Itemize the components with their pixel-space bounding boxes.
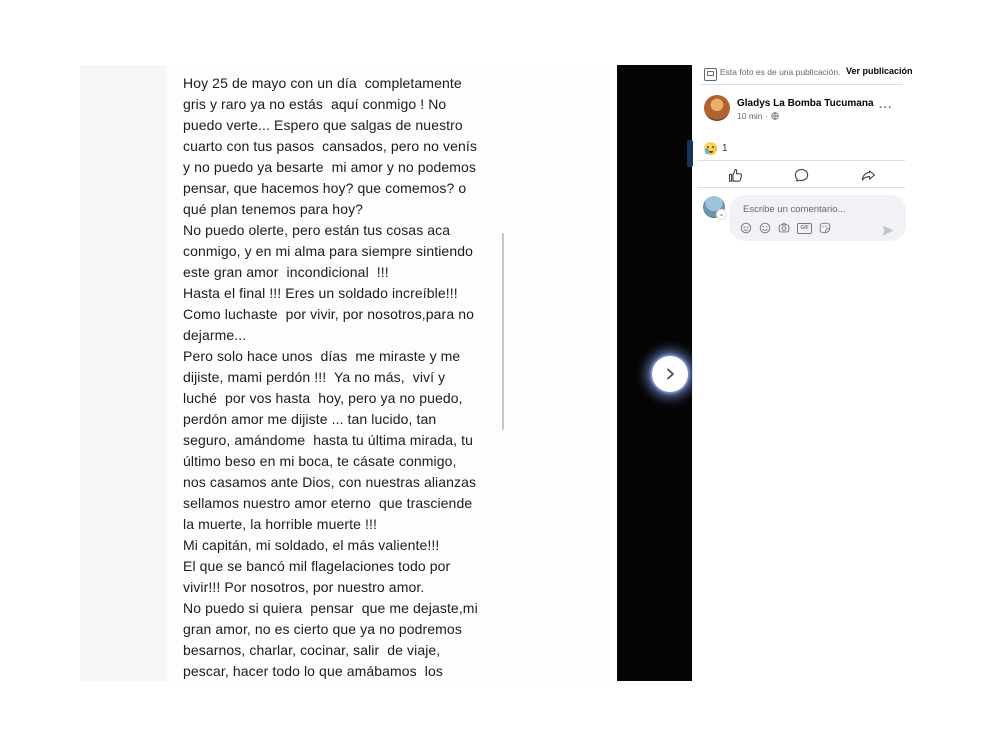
avatar-switch-chevron-icon[interactable]: ⌄ (716, 209, 727, 220)
comment-input-placeholder[interactable]: Escribe un comentario... (743, 204, 846, 215)
divider (697, 187, 905, 188)
comment-toolbar (740, 222, 831, 234)
photo-text-line: puedo verte... Espero que salgas de nuestro (183, 117, 463, 133)
photo-text-line: luché por vos hasta hoy, pero ya no puedo, (183, 390, 463, 406)
gif-icon[interactable]: GIF (797, 223, 812, 234)
photo-text-line: Hoy 25 de mayo con un día completamente (183, 75, 462, 91)
photo-text-line: pescar, hacer todo lo que amábamos los (183, 663, 443, 679)
next-photo-button[interactable] (652, 356, 688, 392)
photo-text-line: gran amor, no es cierto que ya no podremos (183, 621, 462, 637)
globe-icon (771, 112, 779, 120)
photo-text-line: la muerte, la horrible muerte !!! (183, 516, 377, 532)
divider (697, 160, 905, 161)
photo-text-line: dejarme... (183, 327, 247, 343)
post-author-avatar[interactable] (704, 95, 730, 121)
photo-scrollbar-line (502, 233, 504, 430)
photo-text-line: perdón amor me dijiste ... tan lucido, tan (183, 411, 437, 427)
photo-text-line: nos casamos ante Dios, con nuestras alianzas (183, 474, 477, 490)
share-button[interactable] (848, 165, 888, 185)
photo-text-line: El que se bancó mil flagelaciones todo por (183, 558, 451, 574)
photo-text-line: Mi capitán, mi soldado, el más valiente!!! (183, 537, 440, 553)
commenter-avatar[interactable] (703, 196, 725, 218)
post-side-panel (693, 0, 992, 744)
send-icon[interactable] (882, 223, 894, 241)
crying-face-emoji[interactable] (704, 142, 717, 155)
photo-text (183, 73, 528, 682)
photo-text-line: conmigo, y en mi alma para siempre sintiendo (183, 243, 473, 259)
divider (701, 84, 903, 85)
like-button[interactable] (715, 165, 755, 185)
photo-text-line: Como luchaste por vivir, por nosotros,para no (183, 306, 474, 322)
publication-icon (704, 68, 717, 81)
avatar-sticker-icon[interactable] (740, 222, 752, 234)
photo-text-line: besarnos, charlar, cocinar, salir de viaje, (183, 642, 441, 658)
post-author-name[interactable]: Gladys La Bomba Tucumana (737, 98, 874, 109)
emoji-mouth (709, 151, 713, 153)
photo-text-line: seguro, amándome hasta tu última mirada, tu (183, 432, 473, 448)
photo-text-line: No puedo si quiera pensar que me dejaste,mi (183, 600, 478, 616)
photo-text-line: pensar, que hacemos hoy? que comemos? o (183, 180, 467, 196)
photo-text-line: sellamos nuestro amor eterno que trasciende (183, 495, 473, 511)
like-icon (727, 167, 744, 184)
emoji-icon[interactable] (759, 222, 771, 234)
photo-text-line: gris y raro ya no estás aquí conmigo ! No (183, 96, 447, 112)
banner-text: Esta foto es de una publicación. (720, 67, 841, 77)
comment-icon (793, 167, 810, 184)
share-icon (860, 167, 877, 184)
photo-text-line: último beso en mi boca, te cásate conmigo, (183, 453, 457, 469)
post-meta (737, 111, 779, 121)
post-options-button[interactable]: ... (879, 99, 893, 111)
comment-button[interactable] (781, 165, 821, 185)
reaction-count[interactable]: 1 (722, 143, 728, 154)
photo-text-line: Hasta el final !!! Eres un soldado increíble!!! (183, 285, 458, 301)
photo-left-margin (80, 65, 167, 681)
photo-text-line: cuarto con tus pasos cansados, pero no venís (183, 138, 478, 154)
photo-image (80, 65, 617, 681)
chevron-right-icon (663, 367, 677, 381)
photo-text-line: No puedo olerte, pero están tus cosas aca (183, 222, 451, 238)
photo-text-line: y no puedo ya besarte mi amor y no podemos (183, 159, 477, 175)
sticker-icon[interactable] (819, 222, 831, 234)
post-time: 10 min · (737, 111, 768, 121)
camera-icon[interactable] (778, 222, 790, 234)
photo-text-line: Pero solo hace unos días me miraste y me (183, 348, 461, 364)
view-publication-link[interactable]: Ver publicación (846, 66, 913, 76)
photo-text-line: este gran amor incondicional !!! (183, 264, 389, 280)
photo-text-line: dijiste, mami perdón !!! Ya no más, viví y (183, 369, 446, 385)
photo-text-line: vivir!!! Por nosotros, por nuestro amor. (183, 579, 425, 595)
photo-text-line: qué plan tenemos para hoy? (183, 201, 364, 217)
comment-input-box[interactable] (729, 195, 906, 241)
emoji-eye (712, 146, 714, 148)
